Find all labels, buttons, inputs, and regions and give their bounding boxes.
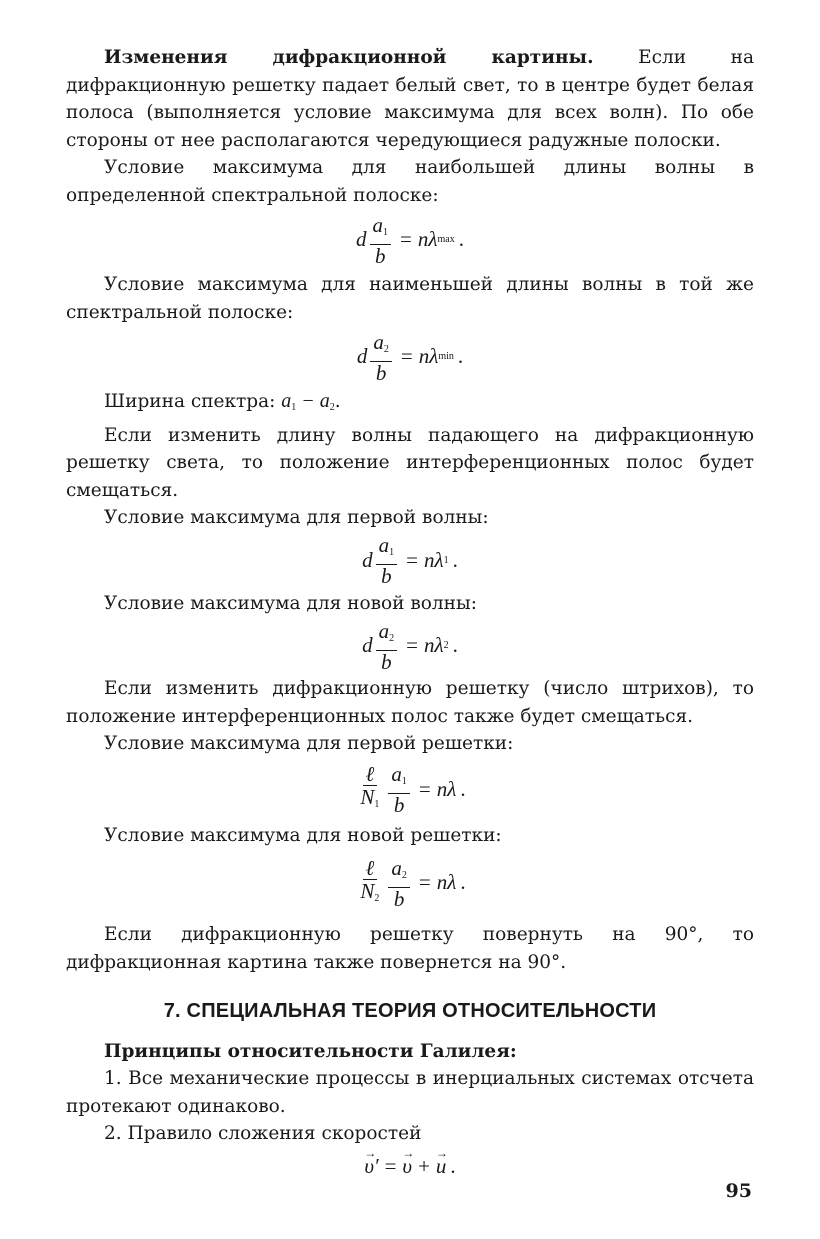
- paragraph-first-grating: Условие максимума для первой решетки:: [104, 733, 514, 754]
- paragraph-change-wavelength: Если изменить длину волны падающего на дифракционную решетку света, то положение интерференционных полос будет смещаться.: [66, 424, 754, 501]
- section-heading: 7. СПЕЦИАЛЬНАЯ ТЕОРИЯ ОТНОСИТЕЛЬНОСТИ: [163, 1000, 657, 1022]
- paragraph-diffraction-changes: [66, 44, 754, 154]
- spectrum-width-label: Ширина спектра:: [104, 391, 276, 412]
- paragraph-change-grating: Если изменить дифракционную решетку (число штрихов), то положение интерференционных полос также будет смещаться.: [66, 678, 754, 727]
- paragraph-first-wave: Условие максимума для первой волны:: [104, 507, 489, 528]
- formula-velocity-addition: → υ ′ = → υ + → u .: [66, 1148, 754, 1186]
- paragraph-lead: Изменения дифракционной картины.: [104, 47, 594, 68]
- page-content: [66, 44, 754, 1186]
- spectrum-width-formula: $a_1 - a_2$: [281, 390, 335, 413]
- formula-max-shortest: d $\frac{a_2}{b}$ = nλ min .: [356, 329, 464, 385]
- formula-max-longest: d $\frac{a_1}{b}$ = nλ max .: [356, 212, 464, 268]
- page-number: 95: [725, 1180, 752, 1202]
- paragraph-rotate-grating: Если дифракционную решетку повернуть на 90°, то дифракционная картина также повернется на 90°.: [66, 924, 754, 973]
- formula-first-grating: $\frac{\text{ℓ}}{N_1}$ $\frac{a_1}{b}$ = nλ .: [360, 762, 466, 817]
- paragraph-new-grating: Условие максимума для новой решетки:: [104, 824, 502, 846]
- principle-item-1: 1. Все механические процессы в инерциальных системах отсчета протекают одинаково.: [66, 1068, 754, 1117]
- galileo-principles-heading: Принципы относительности Галилея:: [104, 1040, 517, 1062]
- formula-new-grating: $\frac{\text{ℓ}}{N_2}$ $\frac{a_2}{b}$ = nλ .: [360, 855, 466, 911]
- paragraph-new-wave: Условие максимума для новой волны:: [104, 592, 477, 614]
- principle-item-2: 2. Правило сложения скоростей: [104, 1123, 422, 1144]
- paragraph-spectrum-width: Ширина спектра: $a_1 - a_2$.: [104, 390, 341, 413]
- paragraph-text: Если на дифракционную решетку падает белый свет, то в центре будет белая полоса (выполняется условие максимума для всех волн). По обе стороны от нее располагаются чередующиеся радужные полоски.: [66, 47, 754, 151]
- paragraph-max-shortest: Условие максимума для наименьшей длины волны в той же спектральной полоске:: [66, 274, 754, 323]
- formula-first-wave: d $\frac{a_1}{b}$ = nλ 1 .: [362, 533, 458, 588]
- formula-new-wave: d $\frac{a_2}{b}$ = nλ 2 .: [362, 618, 458, 674]
- paragraph-max-longest: Условие максимума для наибольшей длины волны в определенной спектральной полоске:: [66, 157, 754, 206]
